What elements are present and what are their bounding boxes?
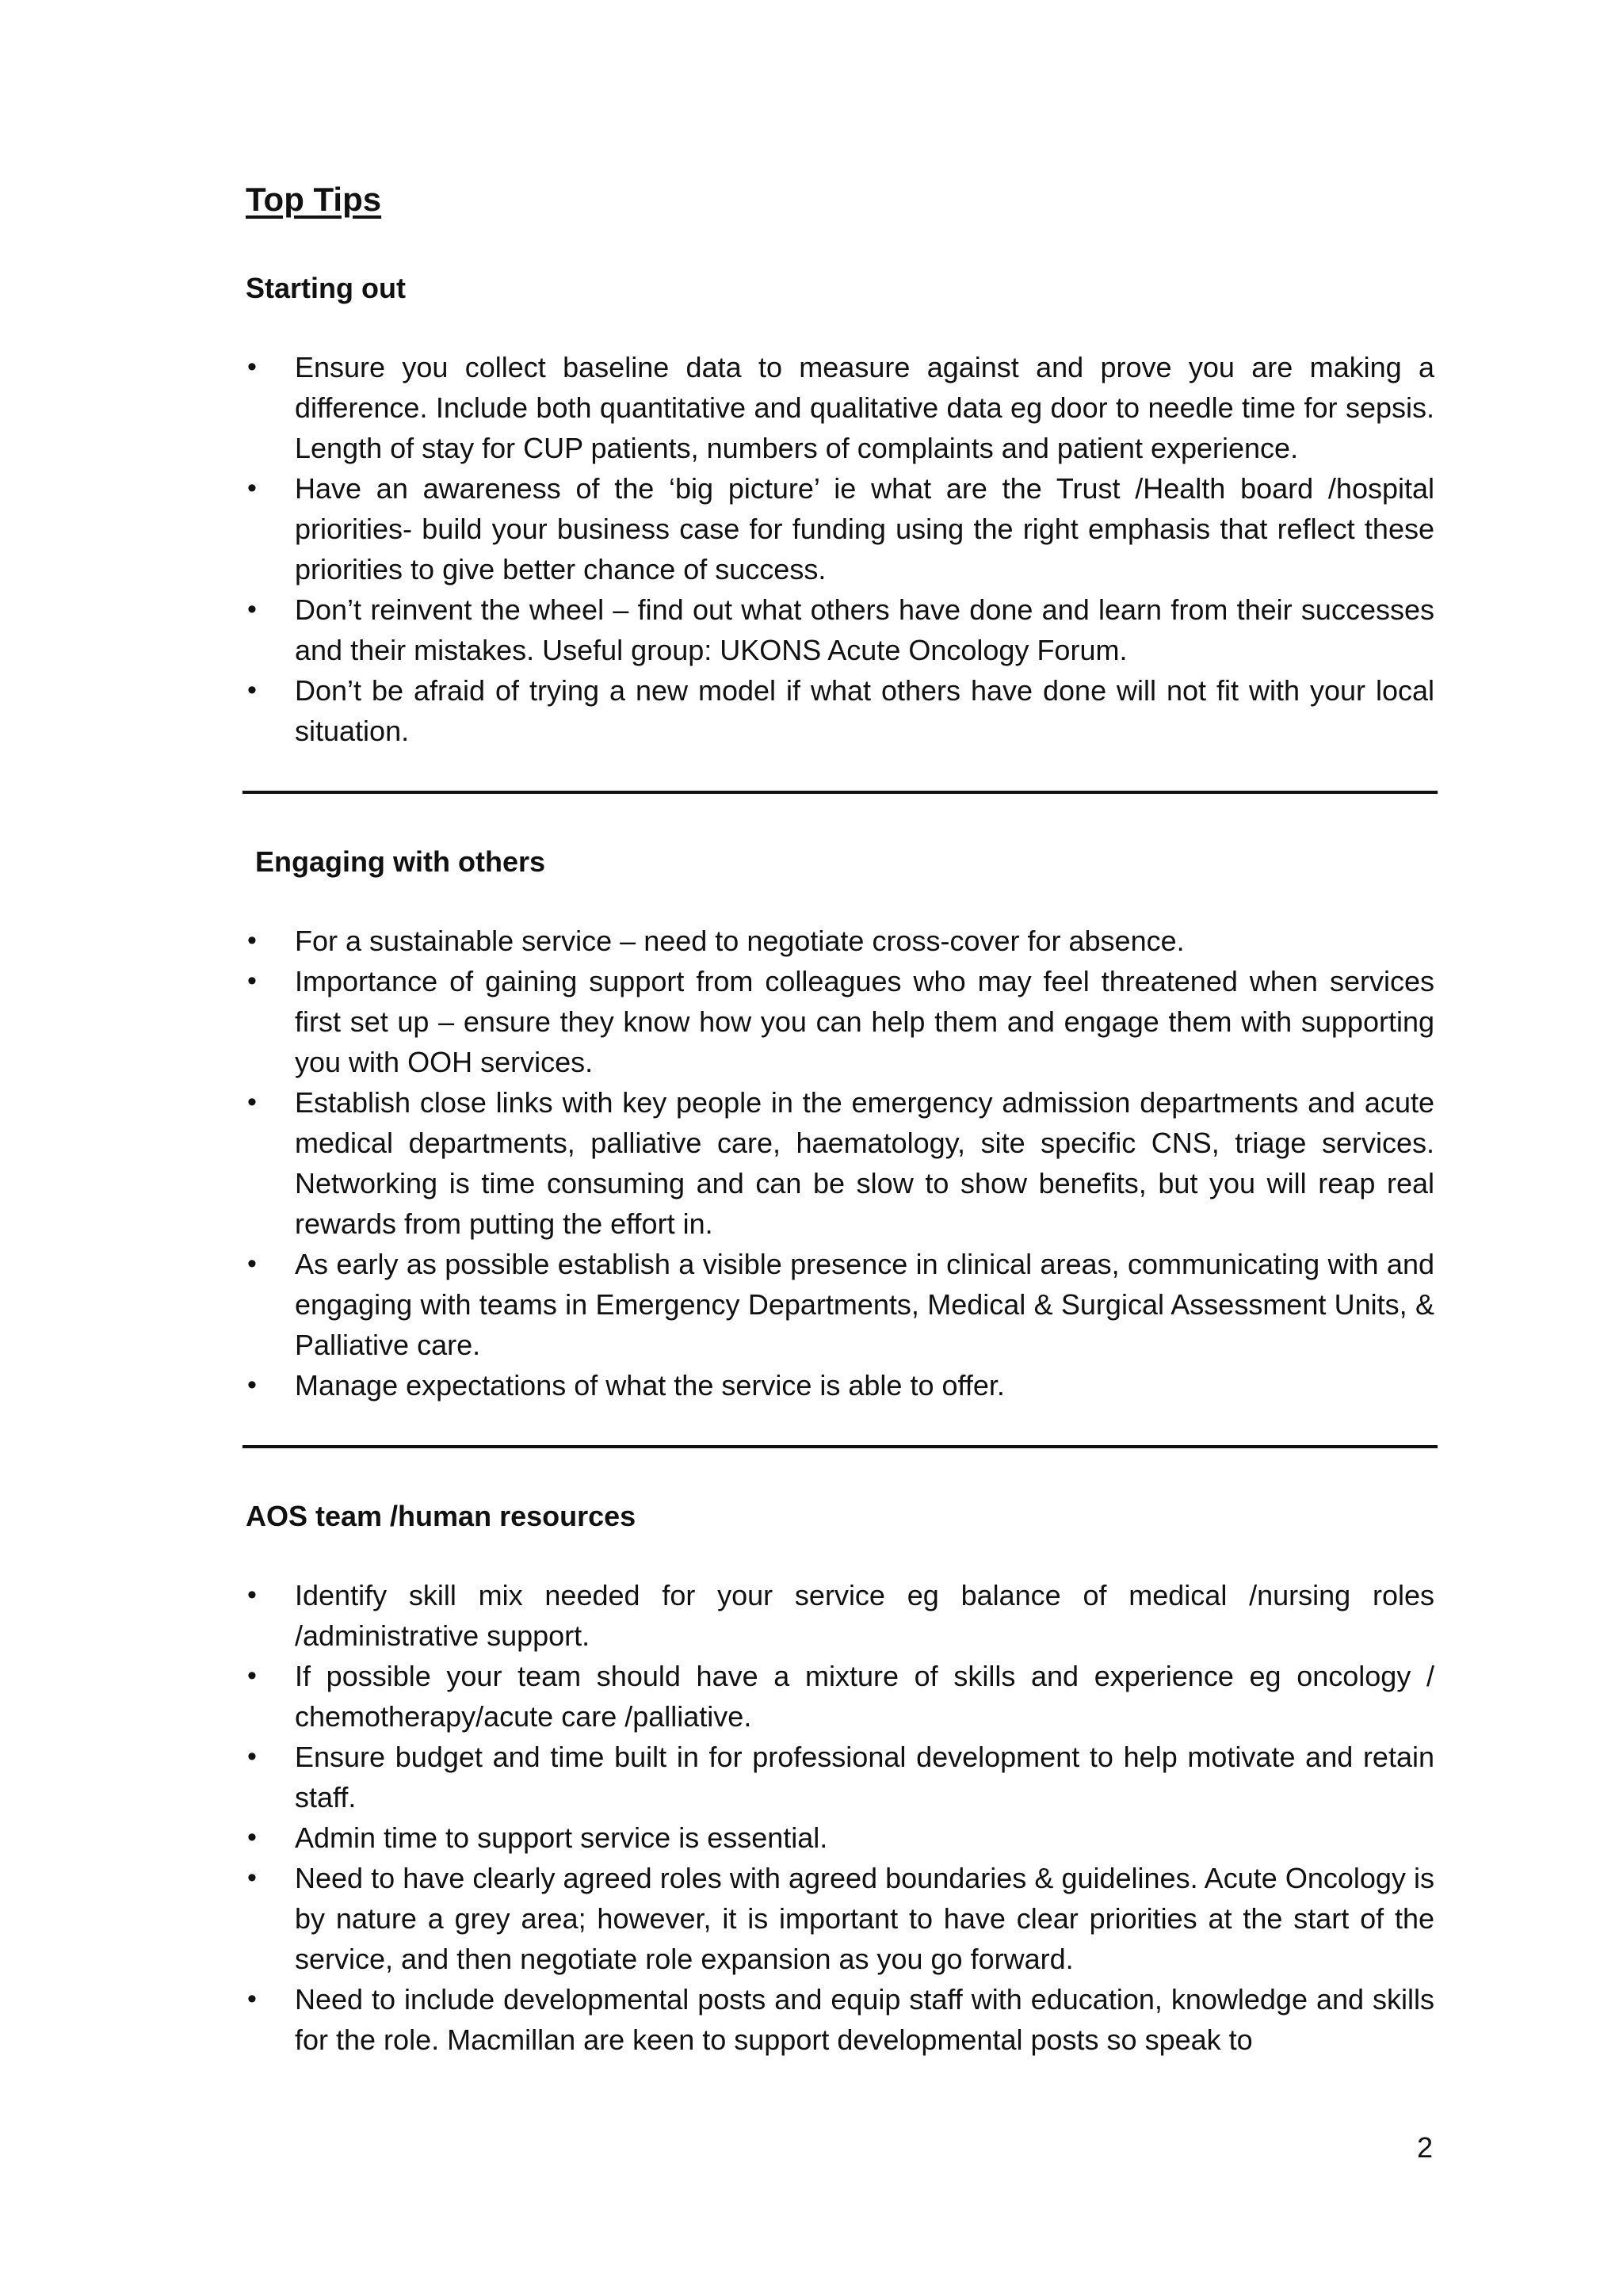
list-item — [246, 1656, 1434, 1737]
list-item — [246, 961, 1434, 1082]
list-item — [246, 670, 1434, 751]
bullet-icon: • — [247, 1370, 257, 1400]
section-heading: AOS team /human resources — [246, 1500, 636, 1532]
list-item — [246, 347, 1434, 468]
section-divider — [242, 1445, 1438, 1448]
bullet-icon: • — [247, 1822, 257, 1852]
section-divider — [242, 791, 1438, 794]
bullet-icon: • — [247, 675, 257, 705]
list-item — [246, 1575, 1434, 1656]
page-title: Top Tips — [246, 181, 382, 218]
list-item — [246, 1817, 1434, 1858]
list-item — [246, 1082, 1434, 1244]
list-item — [246, 1979, 1434, 2060]
bullet-icon: • — [247, 925, 257, 955]
tip-list — [246, 921, 1434, 1405]
bullet-icon: • — [247, 966, 257, 996]
list-item-text: For a sustainable service – need to negotiate cross-cover for absence. — [295, 925, 1185, 957]
list-item-text: Ensure budget and time built in for professional development to help motivate and retain staff. — [295, 1741, 1434, 1814]
bullet-icon: • — [247, 1249, 257, 1279]
list-item — [246, 921, 1434, 961]
list-item — [246, 468, 1434, 589]
list-item-text: Identify skill mix needed for your service eg balance of medical /nursing roles /administrative support. — [295, 1579, 1434, 1652]
list-item-text: Have an awareness of the ‘big picture’ ie what are the Trust /Health board /hospital priorities- build your business case for funding using the right emphasis that reflect these priorities to give better chance of success. — [295, 472, 1434, 585]
list-item-text: If possible your team should have a mixture of skills and experience eg oncology / chemotherapy/acute care /palliative. — [295, 1660, 1434, 1733]
bullet-icon: • — [247, 1741, 257, 1772]
list-item — [246, 589, 1434, 670]
bullet-icon: • — [247, 473, 257, 503]
list-item — [246, 1365, 1434, 1405]
page-number: 2 — [1416, 2131, 1433, 2164]
bullet-icon: • — [247, 1863, 257, 1893]
list-item — [246, 1737, 1434, 1817]
bullet-icon: • — [247, 1580, 257, 1610]
list-item-text: Establish close links with key people in the emergency admission departments and acute medical departments, palliative care, haematology, site specific CNS, triage services. Networking is time consuming and can be slow to show benefits, but you will reap real rewards from putting the effort in. — [295, 1086, 1434, 1240]
bullet-icon: • — [247, 594, 257, 624]
list-item-text: Manage expectations of what the service is able to offer. — [295, 1369, 1005, 1402]
section-engaging-with-others — [246, 841, 1434, 1405]
list-item — [246, 1244, 1434, 1365]
list-item-text: Don’t reinvent the wheel – find out what others have done and learn from their successes and their mistakes. Useful group: UKONS Acute Oncology Forum. — [295, 593, 1434, 666]
page-content — [246, 174, 1434, 2060]
section-starting-out — [246, 268, 1434, 751]
section-heading: Engaging with others — [255, 845, 545, 878]
list-item-text: As early as possible establish a visible presence in clinical areas, communicating with and engaging with teams in Emergency Departments, Medical & Surgical Assessment Units, & Palliative care. — [295, 1248, 1434, 1361]
list-item — [246, 1858, 1434, 1979]
list-item-text: Importance of gaining support from colleagues who may feel threatened when services first set up – ensure they know how you can help them and engage them with supporting you with OOH services. — [295, 965, 1434, 1078]
tip-list — [246, 1575, 1434, 2060]
bullet-icon: • — [247, 1661, 257, 1691]
tip-list — [246, 347, 1434, 751]
bullet-icon: • — [247, 1087, 257, 1117]
list-item-text: Don’t be afraid of trying a new model if what others have done will not fit with your local situation. — [295, 674, 1434, 747]
list-item-text: Need to have clearly agreed roles with agreed boundaries & guidelines. Acute Oncology is by nature a grey area; however, it is important to have clear priorities at the start of the service, and then negotiate role expansion as you go forward. — [295, 1862, 1434, 1975]
list-item-text: Admin time to support service is essential. — [295, 1821, 828, 1854]
list-item-text: Need to include developmental posts and equip staff with education, knowledge and skills for the role. Macmillan are keen to support developmental posts so speak to — [295, 1983, 1434, 2056]
bullet-icon: • — [247, 352, 257, 382]
bullet-icon: • — [247, 1984, 257, 2014]
list-item-text: Ensure you collect baseline data to measure against and prove you are making a difference. Include both quantitative and qualitative data eg door to needle time for sepsis. Length of stay for CUP patients, numbers of complaints and patient experience. — [295, 351, 1434, 464]
section-heading: Starting out — [246, 272, 406, 304]
section-aos-team — [246, 1496, 1434, 2060]
